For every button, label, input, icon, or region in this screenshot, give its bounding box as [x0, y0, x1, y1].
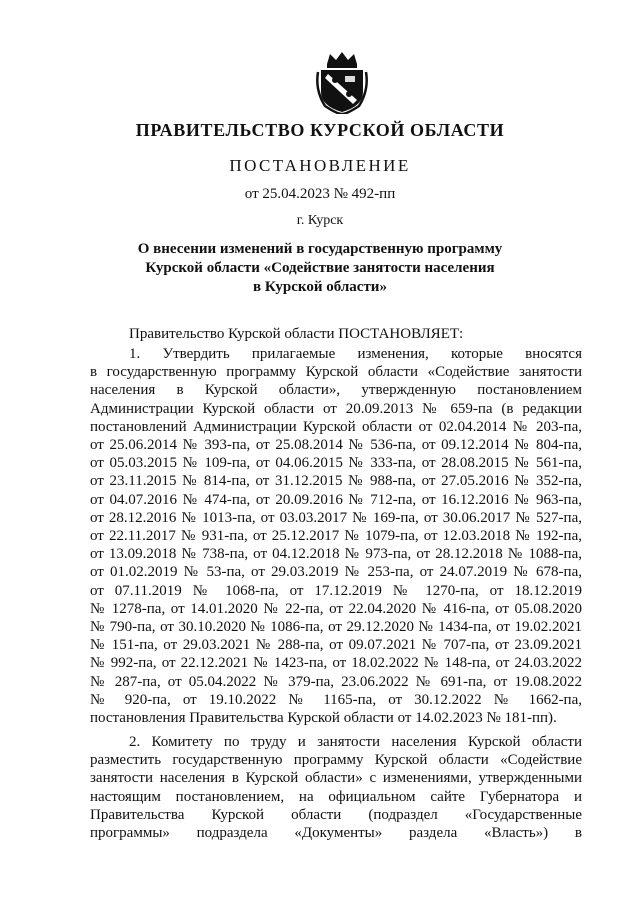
- document-city: г. Курск: [296, 213, 344, 228]
- paragraph-line: от 07.11.2019 № 1068-па, от 17.12.2019 № 1270-па, от 18.12.2019: [90, 582, 582, 599]
- paragraph-line: постановления Правительства Курской области от 14.02.2023 № 181-пп).: [90, 710, 557, 727]
- paragraph-line: настоящим постановлением, на официальном сайте Губернатора и: [90, 788, 582, 805]
- paragraph-line: населения в Курской области», утвержденную постановлением: [90, 382, 582, 399]
- paragraph-line: постановлений Администрации Курской области от 02.04.2014 № 203-па,: [90, 418, 582, 435]
- paragraph-line: Правительства Курской области (подраздел «Государственные: [90, 806, 582, 823]
- paragraph-line: от 13.09.2018 № 738-па, от 04.12.2018 № 973-па, от 28.12.2018 № 1088-па,: [90, 546, 582, 563]
- document-type: ПОСТАНОВЛЕНИЕ: [229, 156, 411, 175]
- paragraph-line: 1. Утвердить прилагаемые изменения, которые вносятся: [129, 346, 582, 362]
- paragraph-line: от 04.07.2016 № 474-па, от 20.09.2016 № 712-па, от 16.12.2016 № 963-па,: [90, 491, 582, 508]
- subject-line: в Курской области»: [253, 279, 387, 295]
- paragraph-line: в государственную программу Курской области «Содействие занятости: [90, 364, 582, 381]
- paragraph-line: Администрации Курской области от 20.09.2013 № 659-па (в редакции: [90, 400, 582, 417]
- paragraph-line: от 05.03.2015 № 109-па, от 04.06.2015 № 333-па, от 28.08.2015 № 561-па,: [90, 455, 582, 472]
- subject-line: О внесении изменений в государственную программу: [137, 241, 503, 257]
- document-subject: [120, 240, 520, 297]
- paragraph-line: программы» подраздела «Документы» раздела «Власть») в: [90, 825, 582, 842]
- paragraph-line: от 22.11.2017 № 931-па, от 25.12.2017 № 1079-па, от 12.03.2018 № 192-па,: [90, 528, 582, 545]
- document-date-number: от 25.04.2023 № 492-пп: [244, 186, 396, 202]
- paragraph-1: [90, 345, 582, 727]
- paragraph-line: № 920-па, от 19.10.2022 № 1165-па, от 30.12.2022 № 1662-па,: [90, 691, 582, 708]
- resolution-lead: Правительство Курской области ПОСТАНОВЛЯЕТ:: [129, 326, 464, 342]
- paragraph-line: № 151-па, от 29.03.2021 № 288-па, от 09.07.2021 № 707-па, от 23.09.2021: [90, 637, 582, 654]
- coat-of-arms-icon: [315, 50, 369, 114]
- paragraph-line: № 992-па, от 22.12.2021 № 1423-па, от 18.02.2022 № 148-па, от 24.03.2022: [90, 655, 582, 672]
- paragraph-line: № 790-па, от 30.10.2020 № 1086-па, от 29.12.2020 № 1434-па, от 19.02.2021: [90, 619, 582, 636]
- paragraph-line: № 287-па, от 05.04.2022 № 379-па, 23.06.2022 № 691-па, от 19.08.2022: [90, 673, 582, 690]
- paragraph-line: от 01.02.2019 № 53-па, от 29.03.2019 № 253-па, от 24.07.2019 № 678-па,: [90, 564, 582, 581]
- paragraph-2: [90, 733, 582, 842]
- paragraph-line: 2. Комитету по труду и занятости населения Курской области: [129, 734, 582, 750]
- paragraph-line: от 25.06.2014 № 393-па, от 25.08.2014 № 536-па, от 09.12.2014 № 804-па,: [90, 437, 582, 454]
- paragraph-line: от 23.11.2015 № 814-па, от 31.12.2015 № 988-па, от 27.05.2016 № 352-па,: [90, 473, 582, 490]
- paragraph-line: разместить государственную программу Курской области «Содействие: [90, 752, 582, 769]
- government-title: ПРАВИТЕЛЬСТВО КУРСКОЙ ОБЛАСТИ: [135, 120, 505, 140]
- paragraph-line: от 28.12.2016 № 1013-па, от 03.03.2017 № 169-па, от 30.06.2017 № 527-па,: [90, 509, 582, 526]
- paragraph-line: занятости населения в Курской области» с изменениями, утвержденными: [90, 770, 582, 787]
- subject-line: Курской области «Содействие занятости населения: [145, 260, 495, 276]
- paragraph-line: № 1278-па, от 14.01.2020 № 22-па, от 22.04.2020 № 416-па, от 05.08.2020: [90, 600, 582, 617]
